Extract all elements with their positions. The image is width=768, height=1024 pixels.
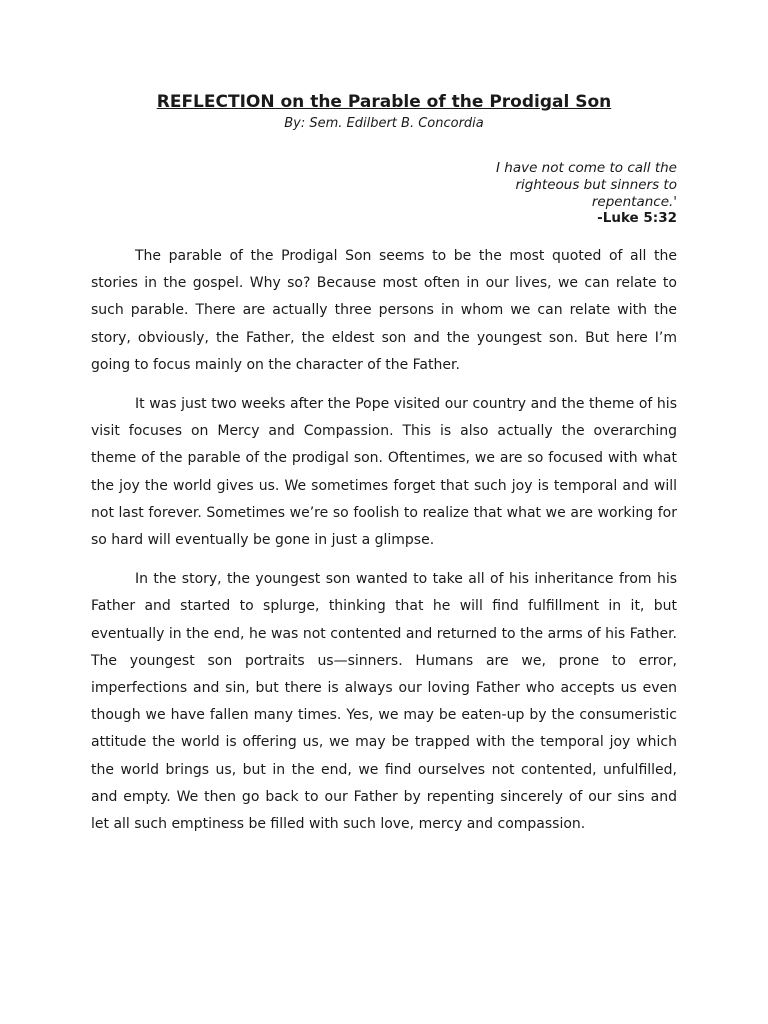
paragraph-3: In the story, the youngest son wanted to take all of his inheritance from his Father and started to splurge, thinking that he will find fulfillment in it, but eventually in the end, he was not contented and returned to the arms of his Father. The youngest son portraits us—sinners. Humans are we, prone to error, imperfections and sin, but there is always our loving Father who accepts us even though we have fallen many times. Yes, we may be eaten-up by the consumeristic attitude the world is offering us, we may be trapped with the temporal joy which the world brings us, but in the end, we find ourselves not contented, unfulfilled, and empty. We then go back to our Father by repenting sincerely of our sins and let all such emptiness be filled with such love, mercy and compassion.	[91, 571, 677, 833]
epigraph-quote: I have not come to call the righteous but sinners to repentance.'	[495, 160, 677, 210]
paragraph-2: It was just two weeks after the Pope visited our country and the theme of his visit focuses on Mercy and Compassion. This is also actually the overarching theme of the parable of the prodigal son. Oftentimes, we are so focused with what the joy the world gives us. We sometimes forget that such joy is temporal and will not last forever. Sometimes we’re so foolish to realize that what we are working for so hard will eventually be gone in just a glimpse.	[91, 396, 677, 549]
paragraph-1: The parable of the Prodigal Son seems to be the most quoted of all the stories in the gospel. Why so? Because most often in our lives, we can relate to such parable. There are actually three persons in whom we can relate with the story, obviously, the Father, the eldest son and the youngest son. But here I’m going to focus mainly on the character of the Father.	[91, 248, 677, 373]
document-body	[91, 243, 677, 850]
author-byline: By: Sem. Edilbert B. Concordia	[284, 116, 484, 131]
epigraph-reference: -Luke 5:32	[597, 210, 677, 226]
document-title: REFLECTION on the Parable of the Prodigal Son	[156, 92, 612, 112]
